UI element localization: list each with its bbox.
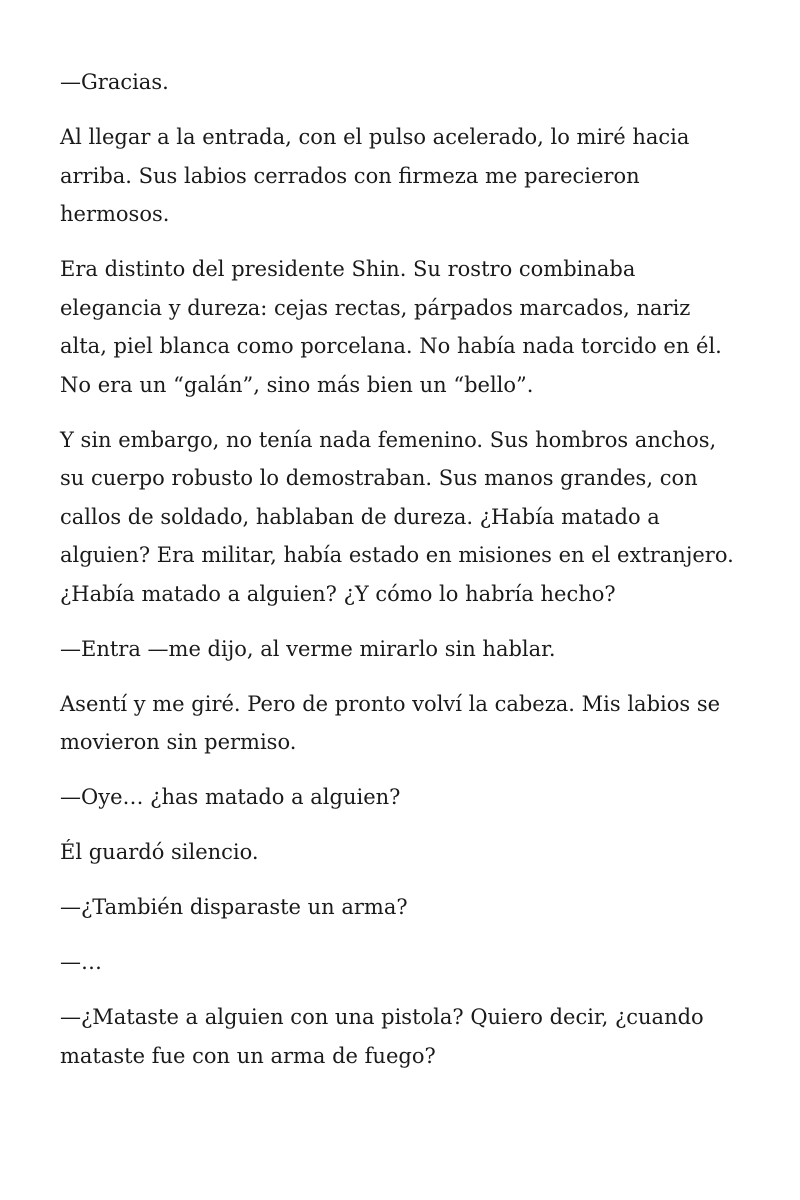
paragraph: —… bbox=[60, 950, 102, 974]
paragraph: Y sin embargo, no tenía nada femenino. Sus hombros anchos, su cuerpo robusto lo demostraban. Sus manos grandes, con callos de soldado, hablaban de dureza. ¿Había matado a alguien? Era militar, había estado en misiones en el extranjero. ¿Había matado a alguien? ¿Y cómo lo habría hecho? bbox=[60, 427, 734, 606]
paragraph: —¿También disparaste un arma? bbox=[60, 895, 408, 919]
paragraph: —Gracias. bbox=[60, 70, 169, 94]
paragraph: —¿Mataste a alguien con una pistola? Quiero decir, ¿cuando mataste fue con un arma de fuego? bbox=[60, 1005, 704, 1068]
paragraph: Él guardó silencio. bbox=[60, 840, 259, 864]
paragraph: Era distinto del presidente Shin. Su rostro combinaba elegancia y dureza: cejas rectas, párpados marcados, nariz alta, piel blanca como porcelana. No había nada torcido en él. No era un “galán”, sino más bien un “bello”. bbox=[60, 257, 722, 397]
paragraph: —Oye… ¿has matado a alguien? bbox=[60, 785, 401, 809]
paragraph: Asentí y me giré. Pero de pronto volví la cabeza. Mis labios se movieron sin permiso. bbox=[60, 691, 721, 754]
paragraph: —Entra —me dijo, al verme mirarlo sin hablar. bbox=[60, 636, 556, 661]
paragraph: Al llegar a la entrada, con el pulso acelerado, lo miré hacia arriba. Sus labios cerrados con firmeza me parecieron hermosos. bbox=[60, 125, 690, 226]
